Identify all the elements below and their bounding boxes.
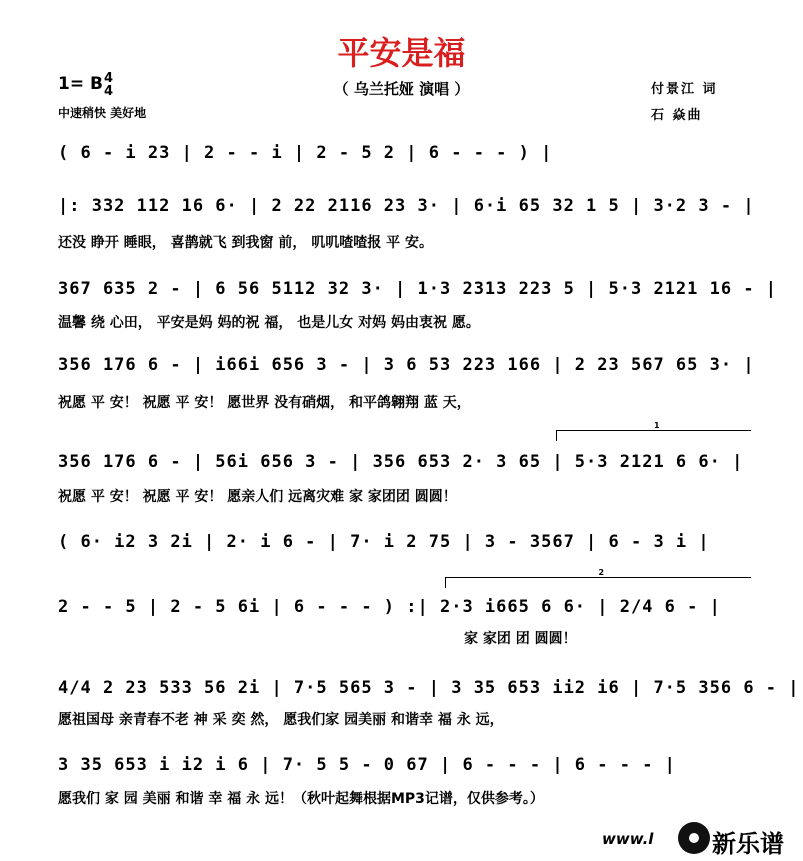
- score-line-2-notes: |: 332 112 16 6· | 2 22 2116 23 3· | 6·i 65 32 1 5 | 3·2 3 - |: [58, 196, 755, 216]
- site-url: www.l: [602, 830, 654, 848]
- lyricist-credit: 付景江 词: [651, 82, 718, 97]
- key-signature: 1= B: [58, 74, 103, 94]
- score-line-8-notes: 4/4 2 23 533 56 2i | 7·5 565 3 - | 3 35 653 ii2 i6 | 7·5 356 6 - |: [58, 678, 800, 698]
- score-line-7-lyrics: 家 家团 团 圆圆！: [464, 631, 577, 647]
- first-ending-bracket: [556, 421, 751, 441]
- score-line-4-notes: 356 176 6 - | i66i 656 3 - | 3 6 53 223 166 | 2 23 567 65 3· |: [58, 355, 755, 375]
- score-line-1-notes: ( 6 - i 23 | 2 - - i | 2 - 5 2 | 6 - - - ) |: [58, 143, 553, 163]
- score-line-5-notes: 356 176 6 - | 56i 656 3 - | 356 653 2· 3 65 | 5·3 2121 6 6· |: [58, 452, 744, 472]
- tempo-marking: 中速稍快 美好地: [58, 106, 147, 120]
- first-ending-number: 1: [654, 421, 660, 430]
- site-logo-text: 新乐谱: [712, 830, 784, 858]
- time-signature: [104, 72, 113, 98]
- record-disc-icon: [678, 822, 710, 854]
- score-line-5-lyrics: 祝愿 平 安！ 祝愿 平 安！ 愿亲人们 远离灾难 家 家团团 圆圆！: [58, 489, 457, 505]
- score-line-2-lyrics: 还没 睁开 睡眼， 喜鹊就飞 到我窗 前， 叽叽喳喳报 平 安。: [58, 235, 433, 251]
- composer-credit: 石 焱曲: [651, 108, 703, 123]
- score-line-3-lyrics: 温馨 绕 心田， 平安是妈 妈的祝 福， 也是儿女 对妈 妈由衷祝 愿。: [58, 315, 480, 331]
- score-line-4-lyrics: 祝愿 平 安！ 祝愿 平 安！ 愿世界 没有硝烟， 和平鸽翱翔 蓝 天，: [58, 395, 471, 411]
- score-line-8-lyrics: 愿祖国母 亲青春不老 神 采 奕 然， 愿我们家 园美丽 和谐幸 福 永 远，: [58, 712, 504, 728]
- score-line-9-lyrics: 愿我们 家 园 美丽 和谐 幸 福 永 远！（秋叶起舞根据MP3记谱，仅供参考。）: [58, 791, 544, 807]
- site-logo[interactable]: [602, 818, 798, 858]
- performer-subtitle: （ 乌兰托娅 演唱 ）: [333, 80, 470, 98]
- score-line-3-notes: 367 635 2 - | 6 56 5112 32 3· | 1·3 2313 223 5 | 5·3 2121 16 - |: [58, 279, 778, 299]
- time-signature-bottom: 4: [104, 84, 114, 99]
- second-ending-number: 2: [598, 568, 605, 577]
- score-line-7-notes: 2 - - 5 | 2 - 5 6i | 6 - - - ) :| 2·3 i665 6 6· | 2/4 6 - |: [58, 597, 721, 617]
- song-title: 平安是福: [337, 34, 466, 72]
- score-line-9-notes: 3 35 653 i i2 i 6 | 7· 5 5 - 0 67 | 6 - - - | 6 - - - |: [58, 755, 676, 775]
- score-line-6-notes: ( 6· i2 3 2i | 2· i 6 - | 7· i 2 75 | 3 - 3567 | 6 - 3 i |: [58, 532, 710, 552]
- second-ending-bracket: [445, 568, 751, 588]
- time-signature-top: 4: [104, 71, 114, 86]
